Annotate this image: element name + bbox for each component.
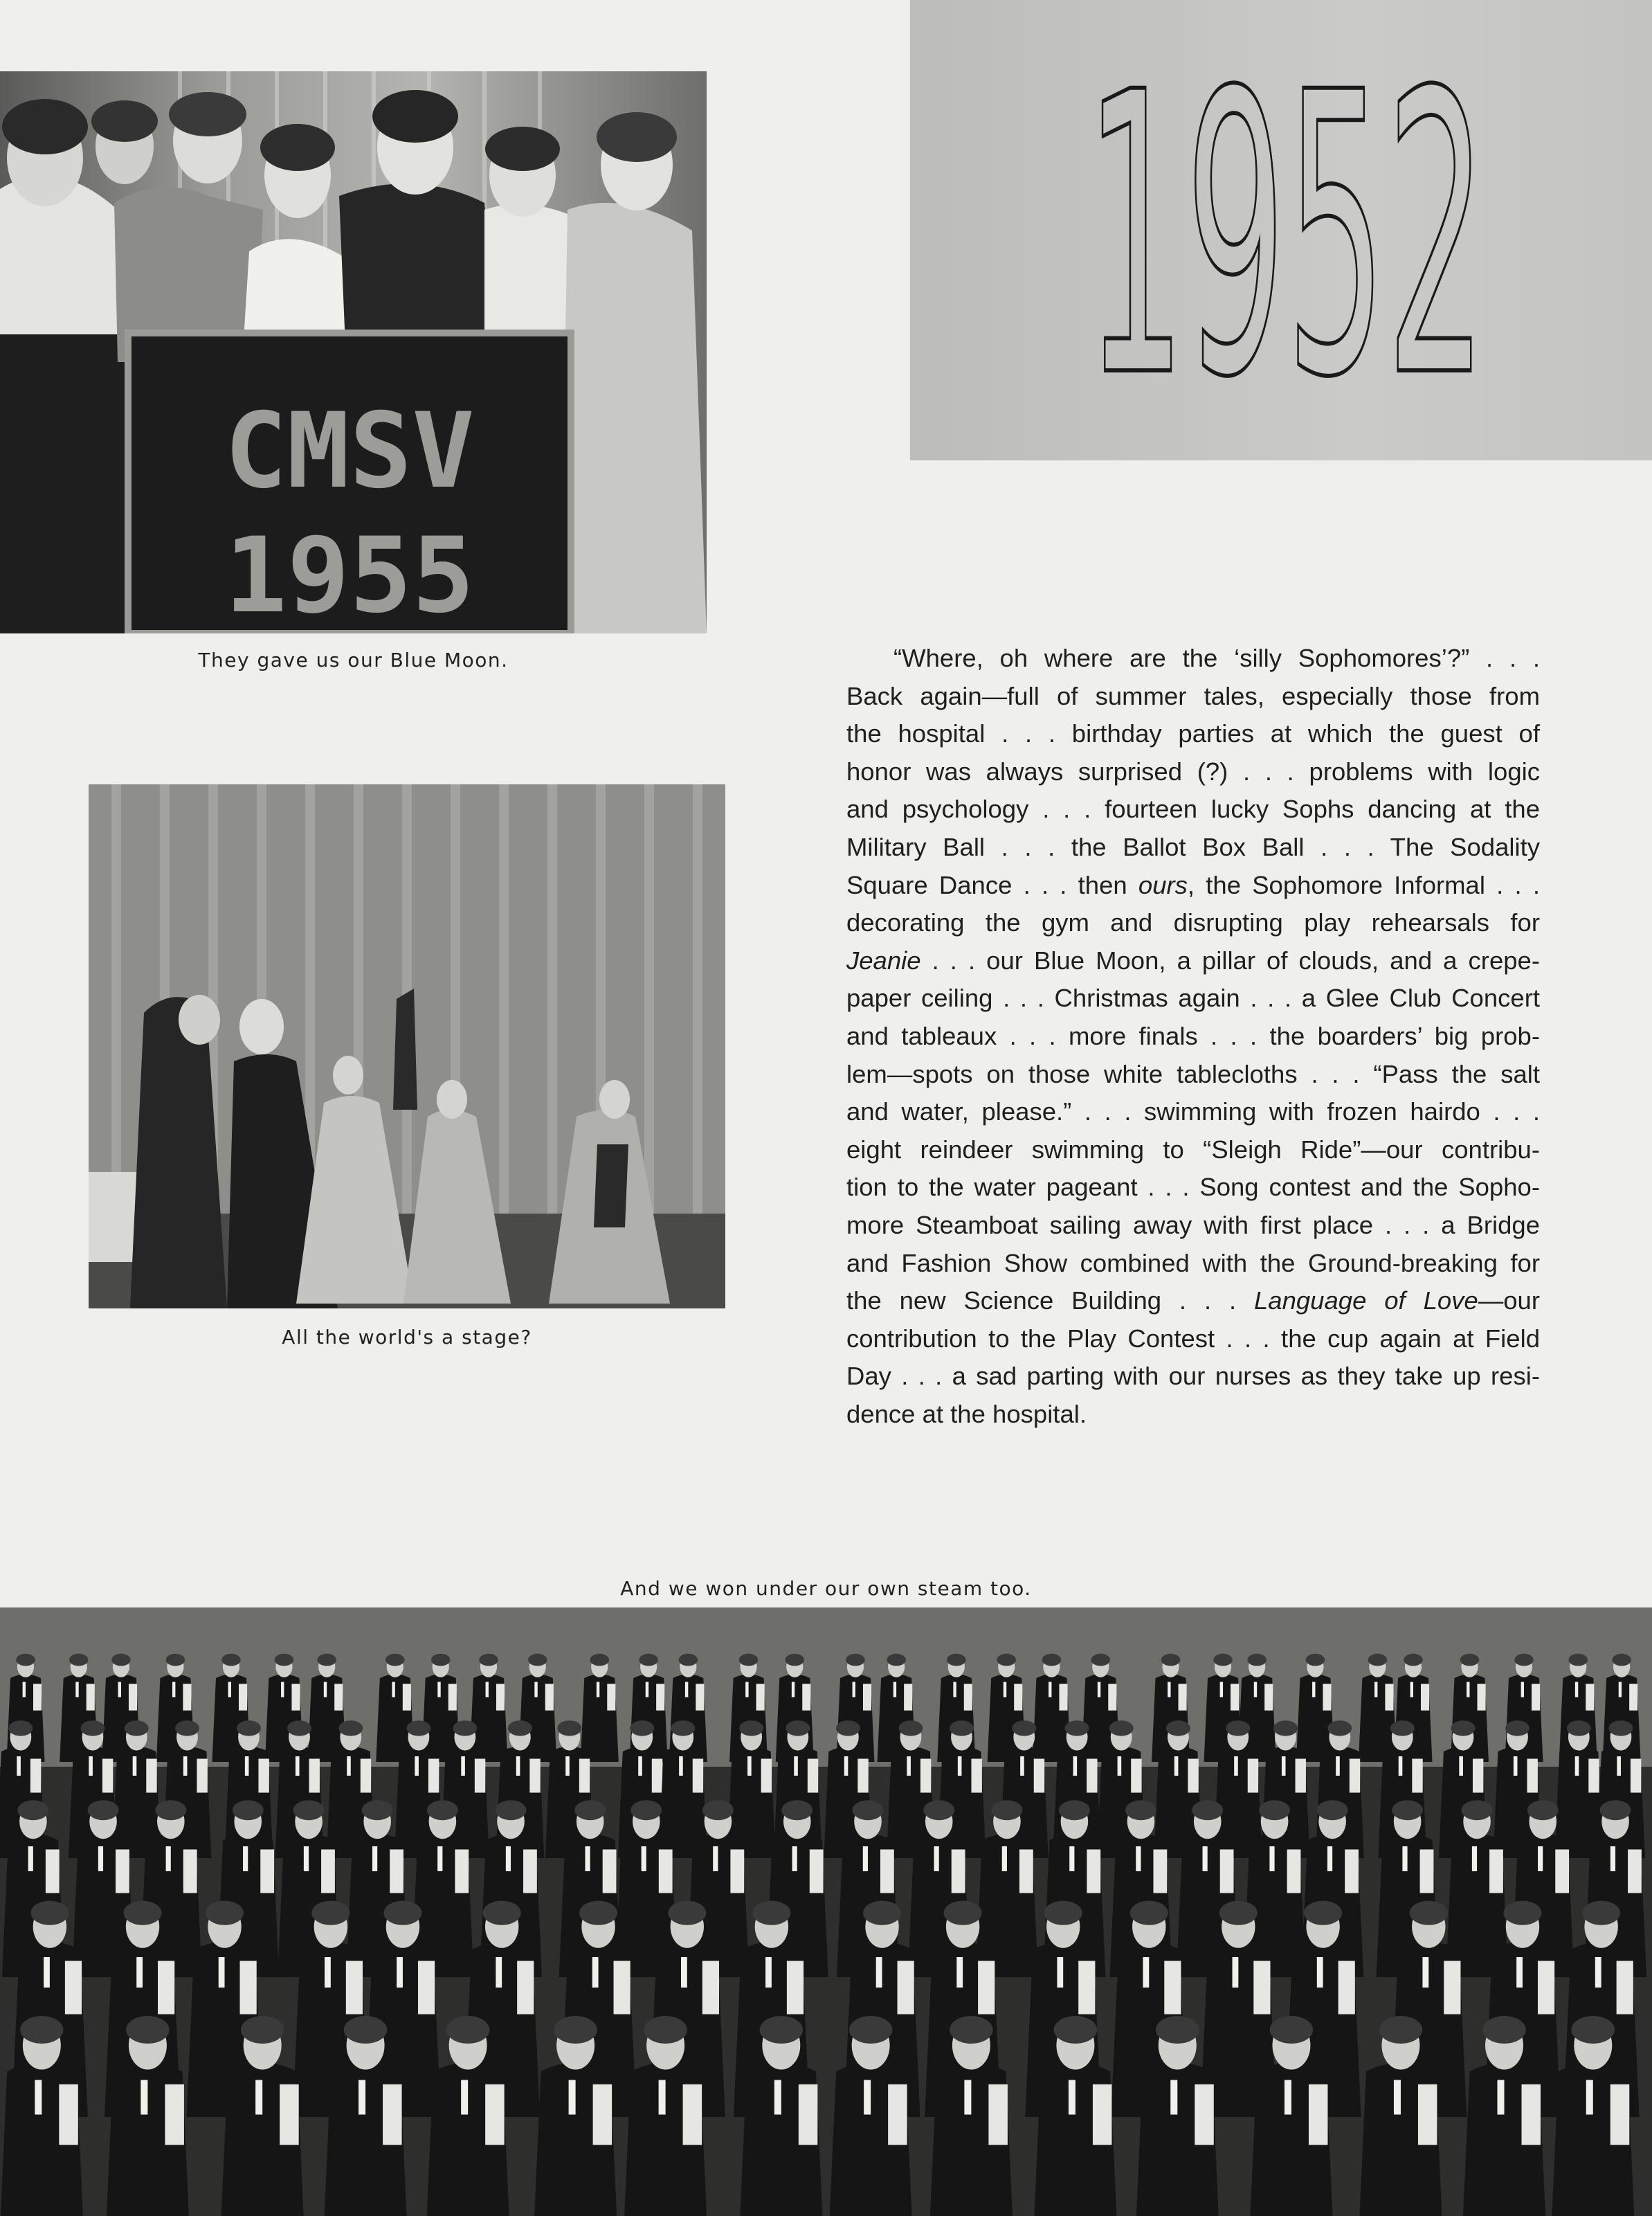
photo-choir-candles bbox=[0, 1607, 1652, 2216]
body-line: tion to the water pageant . . . Song contest and the Sopho- bbox=[846, 1173, 1540, 1202]
banner-text-line2: 1955 bbox=[224, 516, 475, 633]
banner-text-line1: CMSV bbox=[224, 391, 475, 512]
body-line: Square Dance . . . then ours, the Sophomore Informal . . . bbox=[846, 870, 1541, 899]
body-line: “Where, oh where are the ‘silly Sophomores’?” . . . bbox=[893, 644, 1540, 672]
body-line: and water, please.” . . . swimming with frozen hairdo . . . bbox=[846, 1097, 1540, 1126]
caption-stage: All the world's a stage? bbox=[282, 1326, 532, 1349]
year-title: 1952 bbox=[1085, 11, 1487, 460]
photo-banner-girls bbox=[0, 71, 707, 633]
body-line: contribution to the Play Contest . . . the cup again at Field bbox=[846, 1324, 1540, 1353]
body-line: Military Ball . . . the Ballot Box Ball . . . The Sodality bbox=[846, 832, 1540, 861]
body-line: and psychology . . . fourteen lucky Sophs dancing at the bbox=[846, 795, 1540, 824]
body-line: Jeanie . . . our Blue Moon, a pillar of clouds, and a crepe- bbox=[846, 946, 1540, 975]
photo-stage bbox=[89, 784, 725, 1308]
body-line: and Fashion Show combined with the Ground-breaking for bbox=[846, 1248, 1540, 1277]
caption-blue-moon: They gave us our Blue Moon. bbox=[198, 649, 509, 672]
caption-steam: And we won under our own steam too. bbox=[620, 1577, 1032, 1600]
body-line: lem—spots on those white tablecloths . . . “Pass the salt bbox=[846, 1059, 1540, 1088]
body-line: dence at the hospital. bbox=[846, 1399, 1087, 1428]
body-line: eight reindeer swimming to “Sleigh Ride”—our contribu- bbox=[846, 1135, 1540, 1164]
body-line: the new Science Building . . . Language of Love—our bbox=[846, 1286, 1540, 1315]
body-line: honor was always surprised (?) . . . problems with logic bbox=[846, 757, 1540, 786]
body-line: the hospital . . . birthday parties at which the guest of bbox=[846, 719, 1540, 748]
body-line: and tableaux . . . more finals . . . the boarders’ big prob- bbox=[846, 1021, 1540, 1050]
body-line: Day . . . a sad parting with our nurses as they take up resi- bbox=[846, 1362, 1540, 1391]
body-text bbox=[846, 640, 1540, 1433]
year-panel bbox=[910, 0, 1652, 460]
body-line: paper ceiling . . . Christmas again . . . a Glee Club Concert bbox=[846, 984, 1540, 1013]
body-line: decorating the gym and disrupting play rehearsals for bbox=[846, 908, 1540, 937]
body-line: Back again—full of summer tales, especially those from bbox=[846, 681, 1540, 710]
body-line: more Steamboat sailing away with first place . . . a Bridge bbox=[846, 1210, 1540, 1239]
